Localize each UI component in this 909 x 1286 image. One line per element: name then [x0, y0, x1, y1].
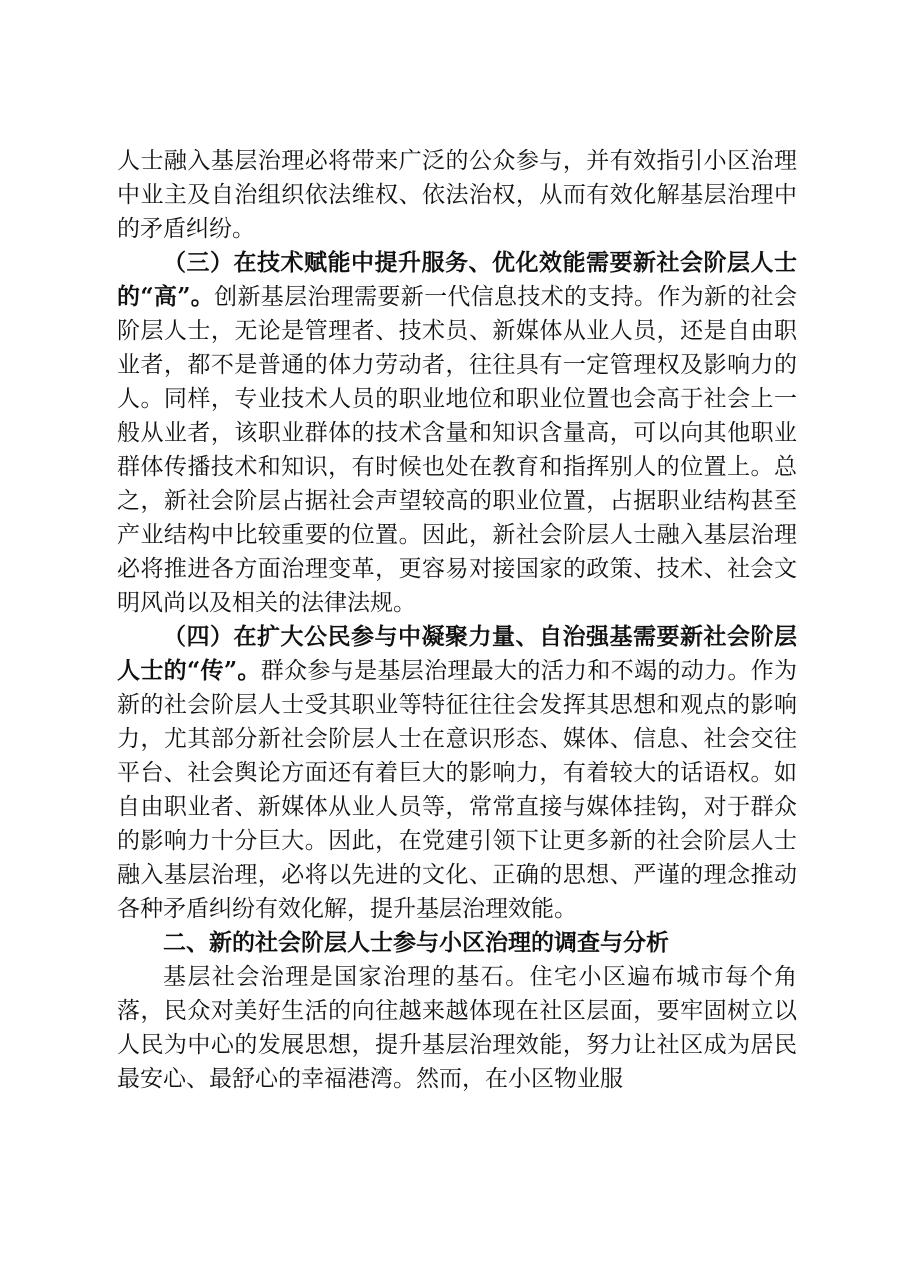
section-3-body: 创新基层治理需要新一代信息技术的支持。作为新的社会阶层人士，无论是管理者、技术员、新媒体从业人员，还是自由职业者，都不是普通的体力劳动者，往往具有一定管理权及影响力的人。同样，专业技术人员的职业地位和职业位置也会高于社会上一般从业者，该职业群体的技术含量和知识含量高，可以向其他职业群体传播技术和知识，有时候也处在教育和指挥别人的位置上。总之，新社会阶层占据社会声望较高的职业位置，占据职业结构甚至产业结构中比较重要的位置。因此，新社会阶层人士融入基层治理必将推进各方面治理变革，更容易对接国家的政策、技术、社会文明风尚以及相关的法律法规。	[117, 284, 797, 616]
document-page	[117, 144, 797, 1096]
paragraph-section-4	[117, 620, 797, 926]
section-3-lead: （三）在技术赋能中提升服务、优化效能需要新社会阶层人士的“高”。	[117, 249, 797, 310]
paragraph-section-2-intro: 基层社会治理是国家治理的基石。住宅小区遍布城市每个角落，民众对美好生活的向往越来越体现在社区层面，要牢固树立以人民为中心的发展思想，提升基层治理效能，努力让社区成为居民最安心、最舒心的幸福港湾。然而，在小区物业服	[117, 964, 797, 1092]
paragraph-section-3	[117, 246, 797, 620]
paragraph-continuation: 人士融入基层治理必将带来广泛的公众参与，并有效指引小区治理中业主及自治组织依法维权、依法治权，从而有效化解基层治理中的矛盾纠纷。	[117, 148, 797, 242]
section-heading-2: 二、新的社会阶层人士参与小区治理的调查与分析	[163, 930, 669, 956]
section-4-lead: （四）在扩大公民参与中凝聚力量、自治强基需要新社会阶层人士的“传”。	[117, 623, 797, 684]
section-4-body: 群众参与是基层治理最大的活力和不竭的动力。作为新的社会阶层人士受其职业等特征往往会发挥其思想和观点的影响力，尤其部分新社会阶层人士在意识形态、媒体、信息、社会交往平台、社会舆论方面还有着巨大的影响力，有着较大的话语权。如自由职业者、新媒体从业人员等，常常直接与媒体挂钩，对于群众的影响力十分巨大。因此，在党建引领下让更多新的社会阶层人士融入基层治理，必将以先进的文化、正确的思想、严谨的理念推动各种矛盾纠纷有效化解，提升基层治理效能。	[117, 658, 797, 922]
